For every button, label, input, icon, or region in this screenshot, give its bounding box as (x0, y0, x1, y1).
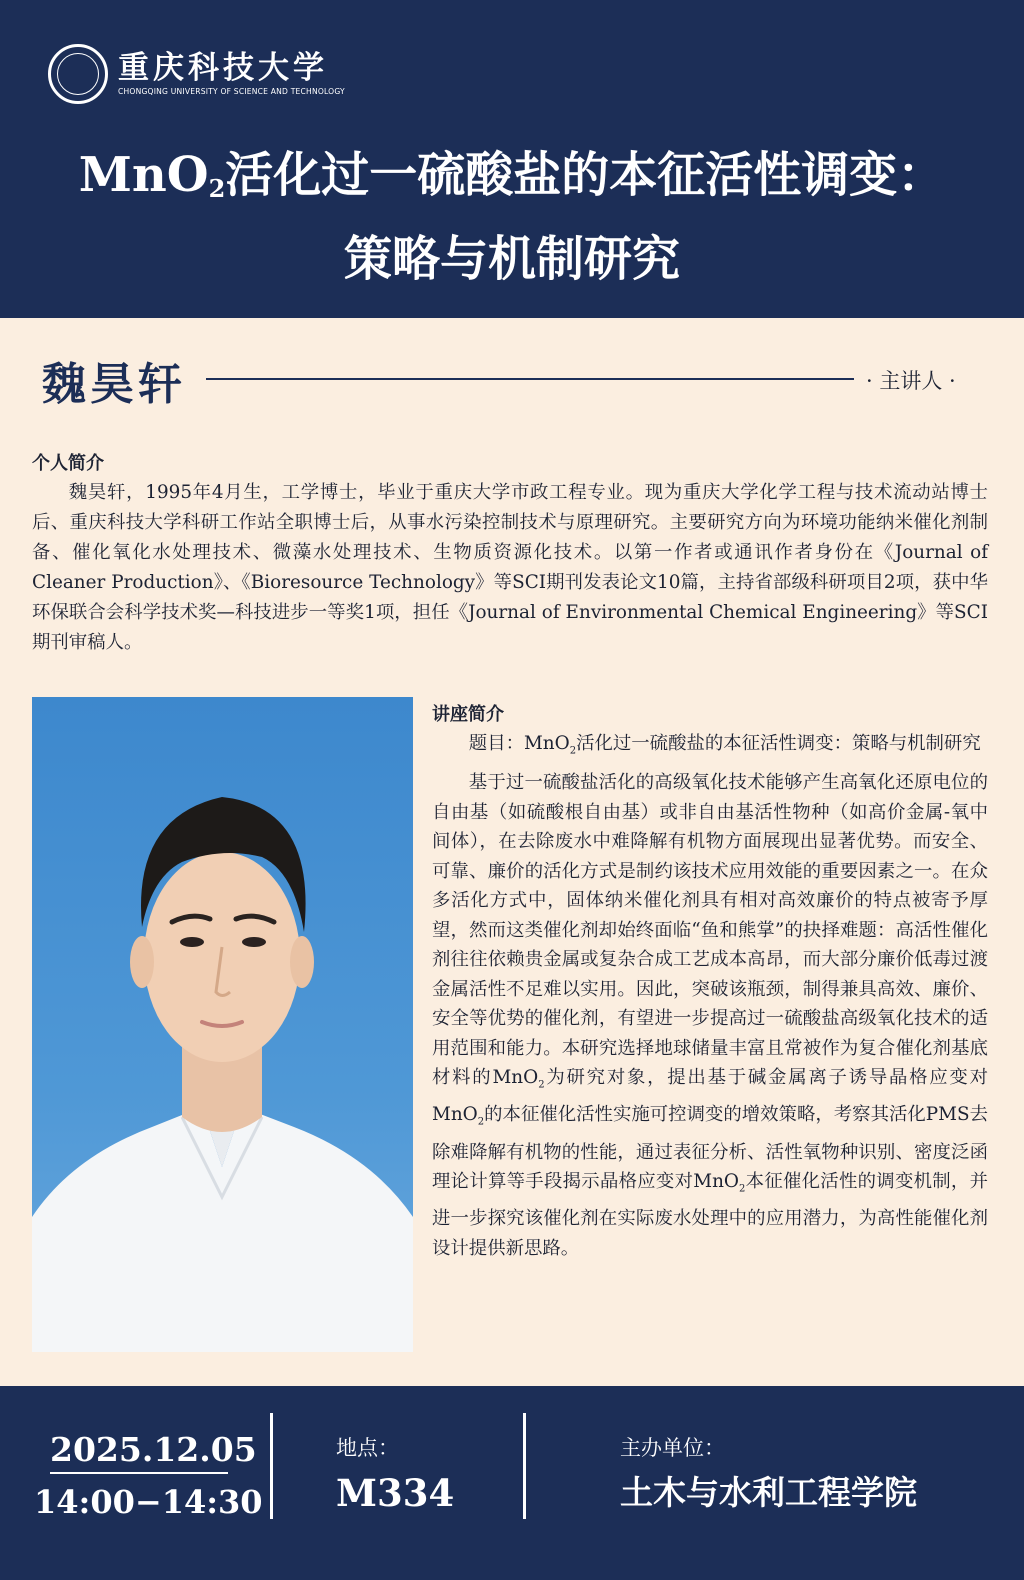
lecture-section (432, 703, 988, 1263)
university-logo (48, 44, 345, 104)
lecture-abstract: 基于过一硫酸盐活化的高级氧化技术能够产生高氧化还原电位的自由基（如硫酸根自由基）或非自由基活性物种（如高价金属-氧中间体），在去除废水中难降解有机物方面展现出显著优势。而安全、可靠、廉价的活化方式是制约该技术应用效能的重要因素之一。在众多活化方式中，固体纳米催化剂具有相对高效廉价的特点被寄予厚望，然而这类催化剂却始终面临“鱼和熊掌”的抉择难题：高活性催化剂往往依赖贵金属或复杂合成工艺成本高昂，而大部分廉价低毒过渡金属活性不足难以实用。因此，突破该瓶颈，制得兼具高效、廉价、安全等优势的催化剂，有望进一步提高过一硫酸盐高级氧化技术的适用范围和能力。本研究选择地球储量丰富且常被作为复合催化剂基底材料的MnO$_2$为研究对象，提出基于碱金属离子诱导晶格应变对MnO$_2$的本征催化活性实施可控调变的增效策略，考察其活化PMS去除难降解有机物的性能，通过表征分析、活性氧物种识别、密度泛函理论计算等手段揭示晶格应变对MnO$_2$本征催化活性的调变机制，并进一步探究该催化剂在实际废水处理中的应用潜力，为高性能催化剂设计提供新思路。 (432, 772, 988, 1259)
organizer-label: 主办单位： (620, 1436, 725, 1460)
bio-heading: 个人简介 (32, 453, 104, 474)
lecture-topic: 题目：MnO$_2$活化过一硫酸盐的本征活性调变：策略与机制研究 (468, 733, 981, 757)
event-date: 2025.12.05 (50, 1430, 257, 1469)
university-name-cn: 重庆科技大学 (118, 50, 328, 86)
speaker-divider (206, 378, 854, 380)
event-time: 14:00−14:30 (34, 1483, 263, 1521)
speaker-name: 魏昊轩 (42, 359, 186, 410)
date-underline (50, 1472, 228, 1474)
bio-text: 魏昊轩，1995年4月生，工学博士，毕业于重庆大学市政工程专业。现为重庆大学化学工程与技术流动站博士后、重庆科技大学科研工作站全职博士后，从事水污染控制技术与原理研究。主要研究方向为环境功能纳米催化剂制备、催化氧化水处理技术、微藻水处理技术、生物质资源化技术。以第一作者或通讯作者身份在《Journal of Cleaner Production》、《Bioresource Technology》等SCI期刊发表论文10篇，主持省部级科研项目2项，获中华环保联合会科学技术奖—科技进步一等奖1项，担任《Journal of Environmental Chemical Engineering》等SCI期刊审稿人。 (32, 482, 988, 653)
lecture-title: MnO$_2$活化过一硫酸盐的本征活性调变： 策略与机制研究 (78, 147, 946, 287)
speaker-photo (32, 697, 413, 1352)
speaker-role: · 主讲人 · (866, 369, 956, 393)
location-value: M334 (336, 1471, 455, 1515)
header-banner (0, 0, 1024, 318)
footer-divider (523, 1413, 526, 1519)
organizer-value: 土木与水利工程学院 (620, 1473, 917, 1512)
lecture-heading: 讲座简介 (432, 704, 504, 725)
bio-section (32, 452, 988, 658)
footer-banner (0, 1386, 1024, 1580)
university-name-en: CHONGQING UNIVERSITY OF SCIENCE AND TECHNOLOGY (118, 87, 345, 96)
university-seal-icon (48, 44, 108, 104)
footer-divider (270, 1413, 273, 1519)
location-label: 地点： (336, 1436, 399, 1460)
